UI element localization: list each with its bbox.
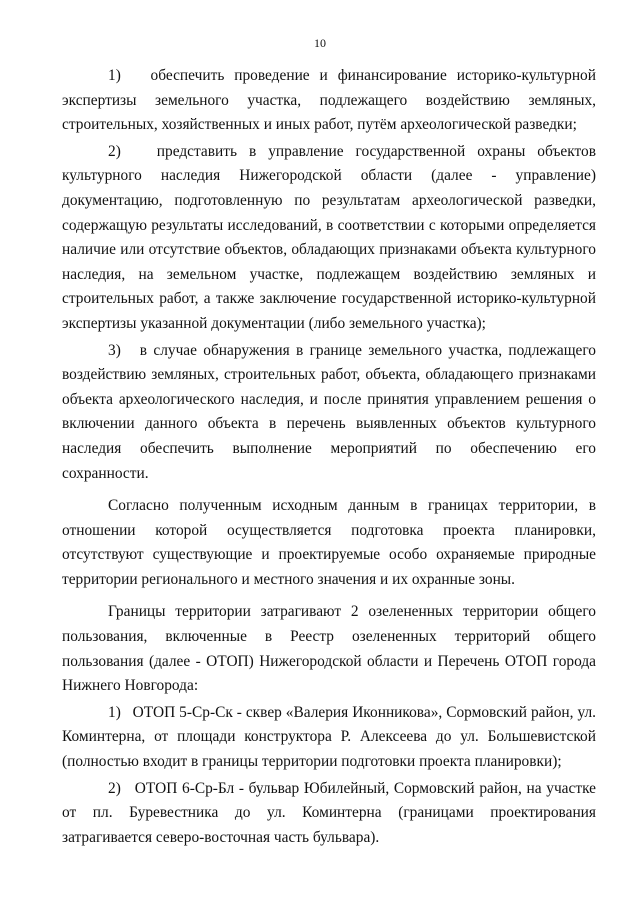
paragraph-protected-areas: Согласно полученным исходным данным в границах территории, в отношении которой осуществляется подготовка проекта планировки, отсутствуют существующие и проектируемые особо охраняемые природные территории регионального и местного значения и их охранные зоны. [62,497,596,588]
paragraph-green-areas: Границы территории затрагивают 2 озелененных территории общего пользования, включенные в Реестр озелененных территорий общего пользования (далее - ОТОП) Нижегородской области и Перечень ОТОП города Нижнего Новгорода: [62,603,596,695]
list-item-3-archaeological-heritage: 3) в случае обнаружения в границе земельного участка, подлежащего воздействию земляных, строительных работ, объекта, обладающего признаками объекта археологического наследия, и после принятия управлением решения о включении данного объекта в перечень выявленных объектов культурного наследия обеспечить выполнение мероприятий по обеспечению его сохранности. [62,341,596,482]
list-item-otop-5: 1) ОТОП 5-Ср-Ск - сквер «Валерия Иконникова», Сормовский район, ул. Коминтерна, от площади конструктора Р. Алексеева до ул. Большевистской (полностью входит в границы территории подготовки проекта планировки); [62,703,596,771]
list-item-otop-6: 2) ОТОП 6-Ср-Бл - бульвар Юбилейный, Сормовский район, на участке от пл. Буревестника до ул. Коминтерна (границами проектирования затрагивается северо-восточная часть бульвара). [62,779,596,846]
document-body [62,64,596,852]
list-item-2-documentation: 2) представить в управление государственной охраны объектов культурного наследия Нижегородской области (далее - управление) документацию, подготовленную по результатам археологической разведки, содержащую результаты исследований, в соответствии с которыми определяется наличие или отсутствие объектов, обладающих признаками объекта культурного наследия, на земельном участке, подлежащем воздействию земляных и строительных работ, а также заключение государственной историко-культурной экспертизы указанной документации (либо земельного участка); [62,142,596,332]
list-item-1-expertise: 1) обеспечить проведение и финансирование историко-культурной экспертизы земельного участка, подлежащего воздействию земляных, строительных, хозяйственных и иных работ, путём археологической разведки; [62,67,596,134]
page-number: 10 [314,36,326,50]
